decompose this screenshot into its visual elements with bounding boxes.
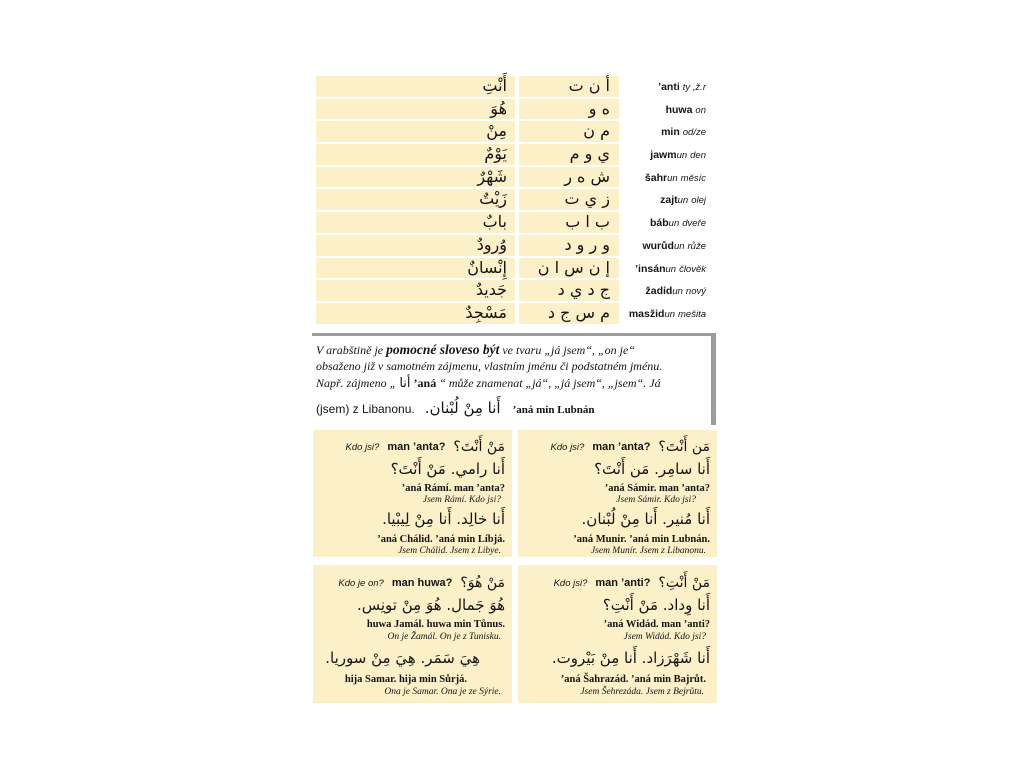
transliteration: jawm — [650, 149, 677, 162]
transliteration: huwa — [665, 103, 693, 116]
question-czech: Kdo jsi? — [550, 441, 585, 453]
meaning: den — [690, 150, 706, 162]
note-line — [316, 376, 661, 391]
arabic-sentence: أَنا خالِد. أَنا مِنْ لِيبْيا. — [382, 510, 505, 528]
note-example: (jsem) z Libanonu. — [316, 402, 415, 416]
vocalized-word: بابٌ — [316, 212, 515, 233]
letter-breakdown: أ ن ت — [519, 76, 619, 97]
note-text: ve tvaru „já jsem“, „on je“ — [502, 343, 636, 357]
vocab-row — [316, 235, 710, 256]
letter-breakdown: م س ج د — [519, 303, 619, 324]
transliteration-line: hija Samar. hija min Sůrjá. — [344, 674, 467, 685]
vocab-row — [316, 144, 710, 165]
nunation-suffix: un — [667, 172, 678, 184]
grammar-note — [312, 333, 716, 425]
vocalized-word: زَيْتٌ — [316, 189, 515, 210]
nunation-suffix: un — [668, 218, 680, 230]
translit-cell — [619, 303, 710, 324]
transliteration: zajt — [660, 194, 678, 207]
vocalized-word: جَديدٌ — [316, 280, 515, 301]
vocab-row — [316, 167, 710, 188]
nunation-suffix: un — [673, 240, 685, 252]
czech-translation: Jsem Widád. Kdo jsi? — [623, 632, 706, 642]
meaning: olej — [691, 195, 706, 207]
czech-translation: Jsem Sámir. Kdo jsi? — [616, 495, 696, 505]
dialog-box — [313, 430, 512, 557]
dialog-box — [518, 565, 717, 703]
czech-translation: Jsem Šehrezáda. Jsem z Bejrůtu. — [580, 687, 704, 697]
meaning: růže — [687, 240, 706, 252]
vocab-row — [316, 121, 710, 142]
transliteration: wurůd — [642, 239, 674, 252]
question-arabic: مَنْ أَنْتَ؟ — [453, 439, 505, 455]
letter-breakdown: و ر و د — [519, 235, 619, 256]
vocab-row — [316, 258, 710, 279]
vocalized-word: يَوْمٌ — [316, 144, 515, 165]
arabic-sentence: أَنا سامِر. مَن أَنْتَ؟ — [594, 460, 710, 478]
vocab-row — [316, 76, 710, 97]
question-arabic: مَنْ هُوَ؟ — [460, 575, 505, 591]
vocalized-word: مَسْجِدٌ — [316, 303, 515, 324]
letter-breakdown: ش ه ر — [519, 167, 619, 188]
question-translit: man huwa? — [391, 577, 453, 589]
czech-translation: Ona je Samar. Ona je ze Sýrie. — [384, 687, 501, 697]
translit-cell — [619, 212, 710, 233]
transliteration-line: ’aná Chálid. ’aná min Líbjá. — [377, 534, 505, 545]
nunation-suffix: un — [672, 286, 683, 298]
vocab-row — [316, 212, 710, 233]
arabic-sentence: أَنا رامي. مَنْ أَنْتَ؟ — [390, 460, 505, 478]
transliteration: ’insán — [635, 262, 666, 275]
question-translit: man ’anti? — [595, 577, 651, 589]
meaning: člověk — [679, 263, 706, 275]
czech-translation: Jsem Chálid. Jsem z Libye. — [398, 546, 501, 556]
transliteration: min — [661, 126, 680, 139]
transliteration: masžid — [628, 307, 665, 320]
arabic-sentence: أَنا وِداد. مَنْ أَنْتِ؟ — [602, 596, 710, 614]
vocab-row — [316, 280, 710, 301]
note-text: Např. zájmeno „ — [316, 376, 397, 390]
question-arabic: مَن أَنْتَ؟ — [658, 439, 710, 455]
letter-breakdown: ب ا ب — [519, 212, 619, 233]
note-transliteration: ’aná min Lubnán — [512, 404, 595, 416]
arabic-sentence: هِيَ سَمَر. هِيَ مِنْ سوريا. — [325, 649, 480, 667]
dialog-header — [525, 573, 710, 593]
note-transliteration: ’aná — [413, 376, 437, 390]
nunation-suffix: un — [664, 308, 676, 320]
vocalized-word: شَهْرٌ — [316, 167, 515, 188]
transliteration: žadíd — [645, 285, 673, 298]
vocab-row — [316, 189, 710, 210]
vocab-row — [316, 99, 710, 120]
letter-breakdown: ج د ي د — [519, 280, 619, 301]
question-czech: Kdo jsi? — [553, 577, 588, 589]
meaning: nový — [685, 286, 706, 298]
dialog-box — [313, 565, 512, 703]
translit-cell — [619, 121, 710, 142]
translit-cell — [619, 235, 710, 256]
note-text: V arabštině je — [316, 343, 384, 357]
czech-translation: Jsem Rámí. Kdo jsi? — [422, 495, 501, 505]
note-line: obsaženo již v samotném zájmenu, vlastním jménu či podstatném jménu. — [316, 359, 663, 373]
arabic-sentence: هُوَ جَمال. هُوَ مِنْ تونِس. — [356, 596, 505, 614]
letter-breakdown: إ ن س ا ن — [519, 258, 619, 279]
transliteration-line: ’aná Munír. ’aná min Lubnán. — [573, 534, 710, 545]
transliteration-line: ’aná Šahrazád. ’aná min Bajrůt. — [560, 674, 706, 685]
transliteration-line: ’aná Widád. man ’anti? — [603, 619, 710, 630]
note-arabic: أنا — [399, 376, 411, 391]
question-arabic: مَنْ أَنْتِ؟ — [658, 575, 710, 591]
translit-cell — [619, 167, 710, 188]
translit-cell — [619, 189, 710, 210]
translit-cell — [619, 76, 710, 97]
letter-breakdown: ز ي ت — [519, 189, 619, 210]
vocabulary-table — [316, 76, 710, 326]
translit-cell — [619, 258, 710, 279]
czech-translation: On je Žamál. On je z Tunisku. — [387, 632, 501, 642]
meaning: mešita — [678, 308, 706, 320]
vocalized-word: وُرودٌ — [316, 235, 515, 256]
transliteration-line: ’aná Rámí. man ’anta? — [401, 483, 505, 494]
dialog-header — [525, 437, 710, 457]
question-translit: man ’anta? — [387, 441, 446, 453]
transliteration: báb — [649, 217, 669, 230]
nunation-suffix: un — [665, 263, 677, 275]
letter-breakdown: ي و م — [519, 144, 619, 165]
note-line — [316, 399, 595, 419]
dialog-box — [518, 430, 717, 557]
arabic-sentence: أَنا مُنير. أَنا مِنْ لُبْنان. — [581, 510, 710, 528]
czech-translation: Jsem Munír. Jsem z Libanonu. — [590, 546, 706, 556]
letter-breakdown: م ن — [519, 121, 619, 142]
dialog-header — [320, 437, 505, 457]
note-text: “ může znamenat „já“, „já jsem“, „jsem“. Já — [439, 376, 661, 390]
meaning: ty ,ž.r — [682, 82, 706, 93]
vocalized-word: إِنْسانٌ — [316, 258, 515, 279]
arabic-sentence: أَنا شَهْرَزاد. أَنا مِنْ بَيْروت. — [551, 649, 710, 667]
question-czech: Kdo je on? — [338, 577, 384, 589]
vocab-row — [316, 303, 710, 324]
meaning: dveře — [682, 218, 706, 230]
vocalized-word: هُوَ — [316, 99, 515, 120]
nunation-suffix: un — [677, 195, 689, 207]
letter-breakdown: ه و — [519, 99, 619, 120]
note-line — [316, 342, 635, 358]
vocalized-word: مِنْ — [316, 121, 515, 142]
meaning: on — [695, 104, 706, 116]
translit-cell — [619, 280, 710, 301]
transliteration: ’anti — [658, 81, 680, 93]
meaning: od/ze — [682, 127, 706, 139]
translit-cell — [619, 144, 710, 165]
vocalized-word: أَنْتِ — [316, 76, 515, 97]
transliteration: šahr — [644, 171, 668, 184]
note-arabic: أَنا مِنْ لُبْنان. — [424, 399, 501, 417]
question-czech: Kdo jsi? — [345, 441, 380, 453]
transliteration-line: ’aná Sámir. man ’anta? — [604, 483, 710, 494]
nunation-suffix: un — [676, 150, 688, 162]
note-highlight: pomocné sloveso být — [386, 342, 500, 357]
meaning: měsíc — [680, 172, 706, 184]
translit-cell — [619, 99, 710, 120]
question-translit: man ’anta? — [592, 441, 651, 453]
dialog-header — [320, 573, 505, 593]
transliteration-line: huwa Jamál. huwa min Tůnus. — [366, 619, 505, 630]
